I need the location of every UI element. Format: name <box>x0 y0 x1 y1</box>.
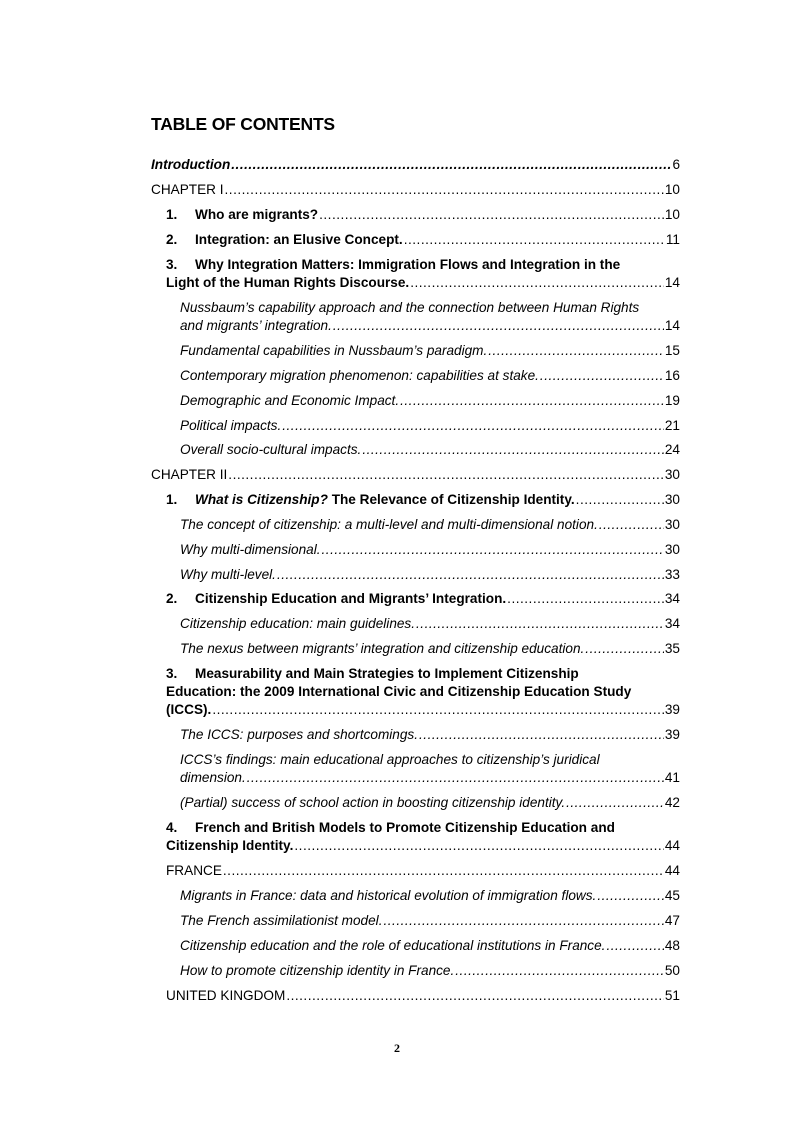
toc-entry-text-line1: Why Integration Matters: Immigration Flows and Integration in the <box>195 257 621 272</box>
toc-entry-text: Light of the Human Rights Discourse. <box>166 275 410 290</box>
toc-page-number: 44 <box>664 863 680 878</box>
toc-entry-subsection[interactable] <box>180 342 680 360</box>
toc-page-number: 30 <box>664 542 680 557</box>
toc-page-number: 34 <box>664 591 680 606</box>
toc-entry-text-line1: ICCS’s findings: main educational approaches to citizenship’s juridical <box>180 752 600 767</box>
toc-page-number: 11 <box>665 232 680 247</box>
toc-page-number: 33 <box>664 567 680 582</box>
toc-leader <box>277 566 664 584</box>
toc-entry-introduction[interactable] <box>151 156 680 174</box>
toc-leader <box>566 794 664 812</box>
toc-leader <box>400 392 664 410</box>
toc-entry-text: FRANCE <box>166 863 222 878</box>
toc-entry-section[interactable] <box>166 491 680 509</box>
toc-page-number: 45 <box>664 888 680 903</box>
toc-page-number: 10 <box>664 182 680 197</box>
toc-entry-text: Why multi-dimensional. <box>180 542 321 557</box>
toc-page-number: 24 <box>664 442 680 457</box>
toc-leader <box>247 769 664 787</box>
toc-entry-chapter-1[interactable] <box>151 181 680 199</box>
toc-leader <box>294 837 663 855</box>
toc-entry-section[interactable] <box>166 231 680 249</box>
toc-entry-text-italic: What is Citizenship? <box>195 492 328 507</box>
toc-entry-section[interactable] <box>166 819 680 855</box>
toc-page-number: 30 <box>664 517 680 532</box>
toc-entry-subsection[interactable] <box>180 441 680 459</box>
toc-entry-subsection[interactable] <box>180 794 680 812</box>
toc-leader <box>223 862 664 880</box>
toc-entry-text-line1: French and British Models to Promote Citizenship Education and <box>195 820 615 835</box>
toc-leader <box>410 274 664 292</box>
toc-page-number: 16 <box>664 368 680 383</box>
toc-entry-text: dimension. <box>180 770 246 785</box>
toc-page-number: 42 <box>664 795 680 810</box>
toc-leader <box>597 887 664 905</box>
toc-entry-subsection[interactable] <box>180 640 680 658</box>
toc-leader <box>419 726 664 744</box>
toc-entry-text: Contemporary migration phenomenon: capabilities at stake. <box>180 368 539 383</box>
toc-leader <box>383 912 663 930</box>
toc-entry-chapter-2[interactable] <box>151 466 680 484</box>
toc-section-number: 2. <box>166 591 178 606</box>
toc-leader <box>585 640 664 658</box>
toc-leader <box>231 156 671 174</box>
toc-entry-text: CHAPTER I <box>151 182 224 197</box>
toc-entry-subsection[interactable] <box>180 887 680 905</box>
toc-title: TABLE OF CONTENTS <box>151 114 335 134</box>
toc-entry-country-france[interactable] <box>166 862 680 880</box>
toc-leader <box>362 441 664 459</box>
toc-leader <box>416 615 664 633</box>
toc-entry-section[interactable] <box>166 590 680 608</box>
toc-page-number: 15 <box>664 343 680 358</box>
toc-leader <box>225 181 664 199</box>
toc-page-number: 34 <box>664 616 680 631</box>
toc-entry-subsection[interactable] <box>180 912 680 930</box>
toc-entry-subsection[interactable] <box>180 566 680 584</box>
toc-section-number: 3. <box>166 666 178 681</box>
toc-entry-country-uk[interactable] <box>166 987 680 1005</box>
toc-entry-text: The French assimilationist model. <box>180 913 383 928</box>
toc-page-number: 39 <box>664 727 680 742</box>
toc-page-number: 6 <box>672 157 680 172</box>
toc-entry-text: Who are migrants? <box>195 207 319 222</box>
toc-entry-text: Migrants in France: data and historical evolution of immigration flows. <box>180 888 597 903</box>
toc-entry-subsection[interactable] <box>180 726 680 744</box>
toc-entry-text: Citizenship Identity. <box>166 838 294 853</box>
toc-entry-text: The concept of citizenship: a multi-level and multi-dimensional notion. <box>180 517 598 532</box>
toc-section-number: 1. <box>166 207 178 222</box>
toc-leader <box>540 367 664 385</box>
toc-page-number: 41 <box>664 770 680 785</box>
toc-entry-text-line1: Nussbaum’s capability approach and the connection between Human Rights <box>180 300 640 315</box>
toc-entry-text: Citizenship Education and Migrants’ Integration. <box>195 591 507 606</box>
toc-leader <box>322 541 664 559</box>
toc-page-number: 21 <box>664 418 680 433</box>
toc-entry-text: CHAPTER II <box>151 467 228 482</box>
toc-entry-subsection[interactable] <box>180 367 680 385</box>
toc-section-number: 1. <box>166 492 178 507</box>
toc-leader <box>228 466 664 484</box>
toc-leader <box>455 962 664 980</box>
toc-page-number: 14 <box>664 318 680 333</box>
toc-page-number: 39 <box>664 702 680 717</box>
toc-leader <box>606 937 663 955</box>
toc-page-number: 51 <box>664 988 680 1003</box>
toc-entry-text: Introduction <box>151 157 231 172</box>
toc-leader <box>599 516 664 534</box>
toc-page-number: 19 <box>664 393 680 408</box>
toc-entry-section[interactable] <box>166 665 680 719</box>
toc-entry-section[interactable] <box>166 206 680 224</box>
toc-section-number: 3. <box>166 257 178 272</box>
toc-entry-text: Why multi-level. <box>180 567 276 582</box>
toc-entry-subsection[interactable] <box>180 299 680 335</box>
toc-entry-text: How to promote citizenship identity in France. <box>180 963 455 978</box>
toc-entry-subsection[interactable] <box>180 516 680 534</box>
toc-entry-text: and migrants’ integration. <box>180 318 332 333</box>
toc-entry-text: Demographic and Economic Impact. <box>180 393 400 408</box>
toc-entry-text: Citizenship education and the role of educational institutions in France. <box>180 938 606 953</box>
toc-entry-subsection[interactable] <box>180 937 680 955</box>
toc-entry-text: (Partial) success of school action in boosting citizenship identity. <box>180 795 566 810</box>
toc-entry-subsection[interactable] <box>180 417 680 435</box>
toc-leader <box>576 491 664 509</box>
toc-leader <box>507 590 664 608</box>
toc-page-number: 35 <box>664 641 680 656</box>
toc-entry-text: Political impacts. <box>180 418 282 433</box>
toc-leader <box>333 317 664 335</box>
toc-entry-text: Fundamental capabilities in Nussbaum’s paradigm. <box>180 343 488 358</box>
toc-section-number: 4. <box>166 820 178 835</box>
page-number: 2 <box>394 1041 400 1055</box>
toc-entry-text-line2: Education: the 2009 International Civic and Citizenship Education Study <box>166 684 632 699</box>
toc-leader <box>488 342 664 360</box>
toc-entry-text: The ICCS: purposes and shortcomings. <box>180 727 419 742</box>
toc-entry-subsection[interactable] <box>180 541 680 559</box>
toc-page-number: 48 <box>664 938 680 953</box>
toc-leader <box>212 701 664 719</box>
toc-page-number: 10 <box>664 207 680 222</box>
toc-entry-subsection[interactable] <box>180 615 680 633</box>
toc-leader <box>286 987 664 1005</box>
toc-entry-section[interactable] <box>166 256 680 292</box>
toc-entry-text: UNITED KINGDOM <box>166 988 286 1003</box>
toc-entry-text: (ICCS). <box>166 702 212 717</box>
toc-page-number: 47 <box>664 913 680 928</box>
toc-leader <box>319 206 664 224</box>
toc-page-number: 30 <box>664 467 680 482</box>
toc-page-number: 44 <box>664 838 680 853</box>
toc-leader <box>282 417 664 435</box>
toc-entry-subsection[interactable] <box>180 962 680 980</box>
toc-leader <box>404 231 665 249</box>
toc-entry-subsection[interactable] <box>180 751 680 787</box>
toc-entry-text: Overall socio-cultural impacts. <box>180 442 362 457</box>
toc-entry-text: Citizenship education: main guidelines. <box>180 616 416 631</box>
toc-entry-text-line1: Measurability and Main Strategies to Implement Citizenship <box>195 666 579 681</box>
toc-entry-text: The Relevance of Citizenship Identity. <box>327 492 575 507</box>
toc-page-number: 14 <box>664 275 680 290</box>
toc-page-number: 30 <box>664 492 680 507</box>
toc-page-number: 50 <box>664 963 680 978</box>
toc-section-number: 2. <box>166 232 178 247</box>
toc-entry-subsection[interactable] <box>180 392 680 410</box>
toc-entry-text: The nexus between migrants’ integration and citizenship education. <box>180 641 585 656</box>
toc-entry-text: Integration: an Elusive Concept. <box>195 232 403 247</box>
